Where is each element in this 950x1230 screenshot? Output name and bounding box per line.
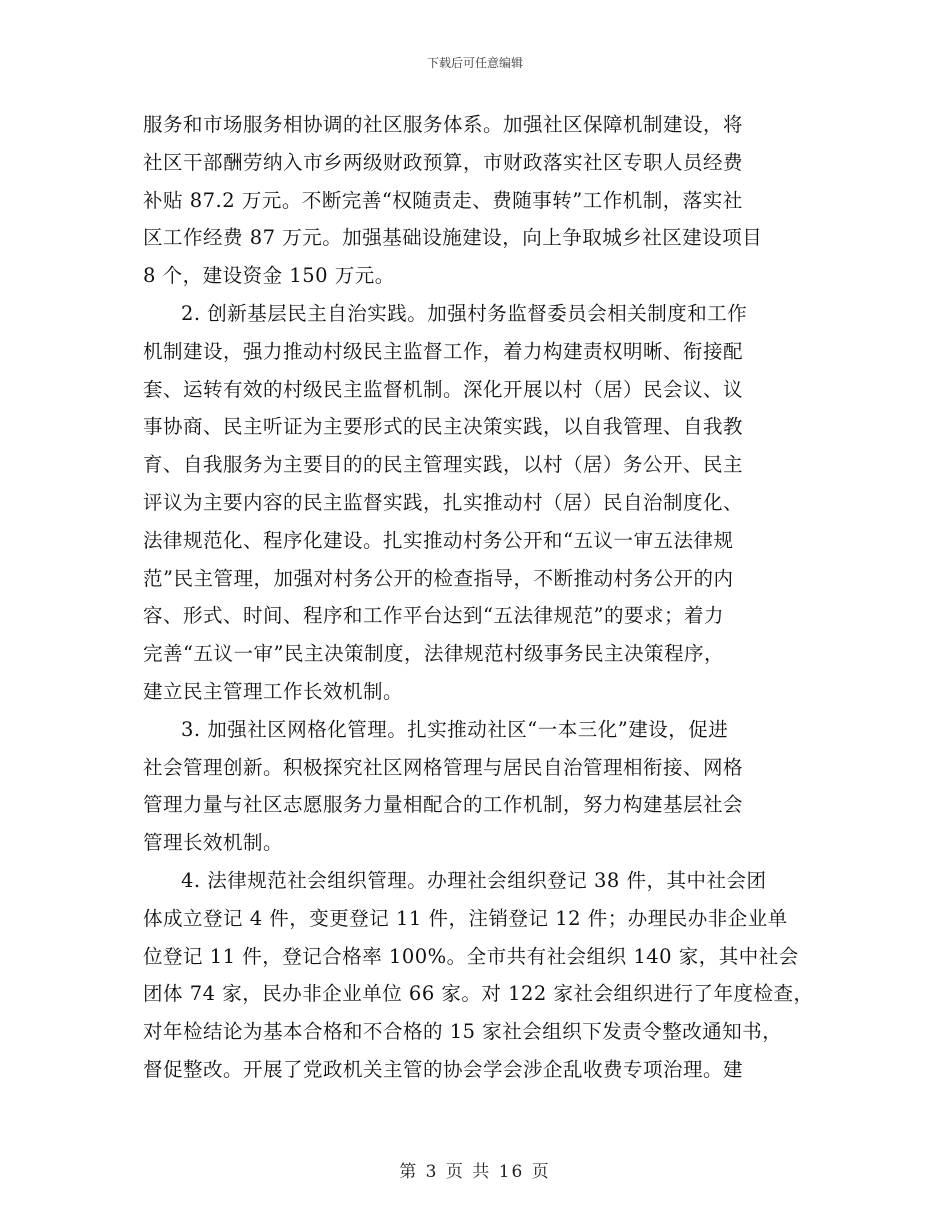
text-line: 范”民主管理，加强对村务公开的检查指导，不断推动村务公开的内 (143, 566, 734, 590)
text-line: 评议为主要内容的民主监督实践，扎实推动村（居）民自治制度化、 (143, 490, 744, 514)
text-line: 对年检结论为基本合格和不合格的 15 家社会组织下发责令整改通知书， (143, 1020, 783, 1044)
text-line: 机制建设，强力推动村级民主监督工作，着力构建责权明晰、衔接配 (143, 339, 744, 363)
text-line: 容、形式、时间、程序和工作平台达到“五法律规范”的要求；着力 (143, 604, 724, 628)
text-line: 补贴 87.2 万元。不断完善“权随责走、费随事转”工作机制，落实社 (143, 188, 743, 212)
text-line: 3. 加强社区网格化管理。扎实推动社区“一本三化”建设，促进 (181, 717, 729, 741)
text-line: 团体 74 家，民办非企业单位 66 家。对 122 家社会组织进行了年度检查， (143, 982, 814, 1006)
page-footer: 第 3 页 共 16 页 (399, 1162, 551, 1182)
text-line: 事协商、民主听证为主要形式的民主决策实践，以自我管理、自我教 (143, 415, 744, 439)
text-line: 管理力量与社区志愿服务力量相配合的工作机制，努力构建基层社会 (143, 793, 744, 817)
text-line: 社会管理创新。积极探究社区网格管理与居民自治管理相衔接、网格 (143, 755, 744, 779)
text-line: 社区干部酬劳纳入市乡两级财政预算，市财政落实社区专职人员经费 (143, 150, 744, 174)
text-line: 督促整改。开展了党政机关主管的协会学会涉企乱收费专项治理。建 (143, 1057, 744, 1081)
text-line: 完善“五议一审”民主决策制度，法律规范村级事务民主决策程序， (143, 642, 724, 666)
text-line: 4. 法律规范社会组织管理。办理社会组织登记 38 件，其中社会团 (181, 868, 767, 892)
page-header: 下载后可任意编辑 (426, 56, 523, 70)
text-line: 8 个，建设资金 150 万元。 (143, 264, 395, 288)
text-line: 建立民主管理工作长效机制。 (143, 679, 404, 703)
text-line: 套、运转有效的村级民主监督机制。深化开展以村（居）民会议、议 (143, 377, 744, 401)
text-line: 体成立登记 4 件，变更登记 11 件，注销登记 12 件；办理民办非企业单 (143, 906, 788, 930)
text-line: 2. 创新基层民主自治实践。加强村务监督委员会相关制度和工作 (181, 301, 748, 325)
text-line: 位登记 11 件，登记合格率 100%。全市共有社会组织 140 家，其中社会 (143, 944, 799, 968)
text-line: 育、自我服务为主要目的的民主管理实践，以村（居）务公开、民主 (143, 453, 744, 477)
text-line: 法律规范化、程序化建设。扎实推动村务公开和“五议一审五法律规 (143, 528, 734, 552)
document-body (143, 106, 833, 1089)
text-line: 区工作经费 87 万元。加强基础设施建设，向上争取城乡社区建设项目 (143, 226, 763, 250)
text-line: 服务和市场服务相协调的社区服务体系。加强社区保障机制建设，将 (143, 113, 744, 136)
text-line: 管理长效机制。 (143, 831, 284, 855)
